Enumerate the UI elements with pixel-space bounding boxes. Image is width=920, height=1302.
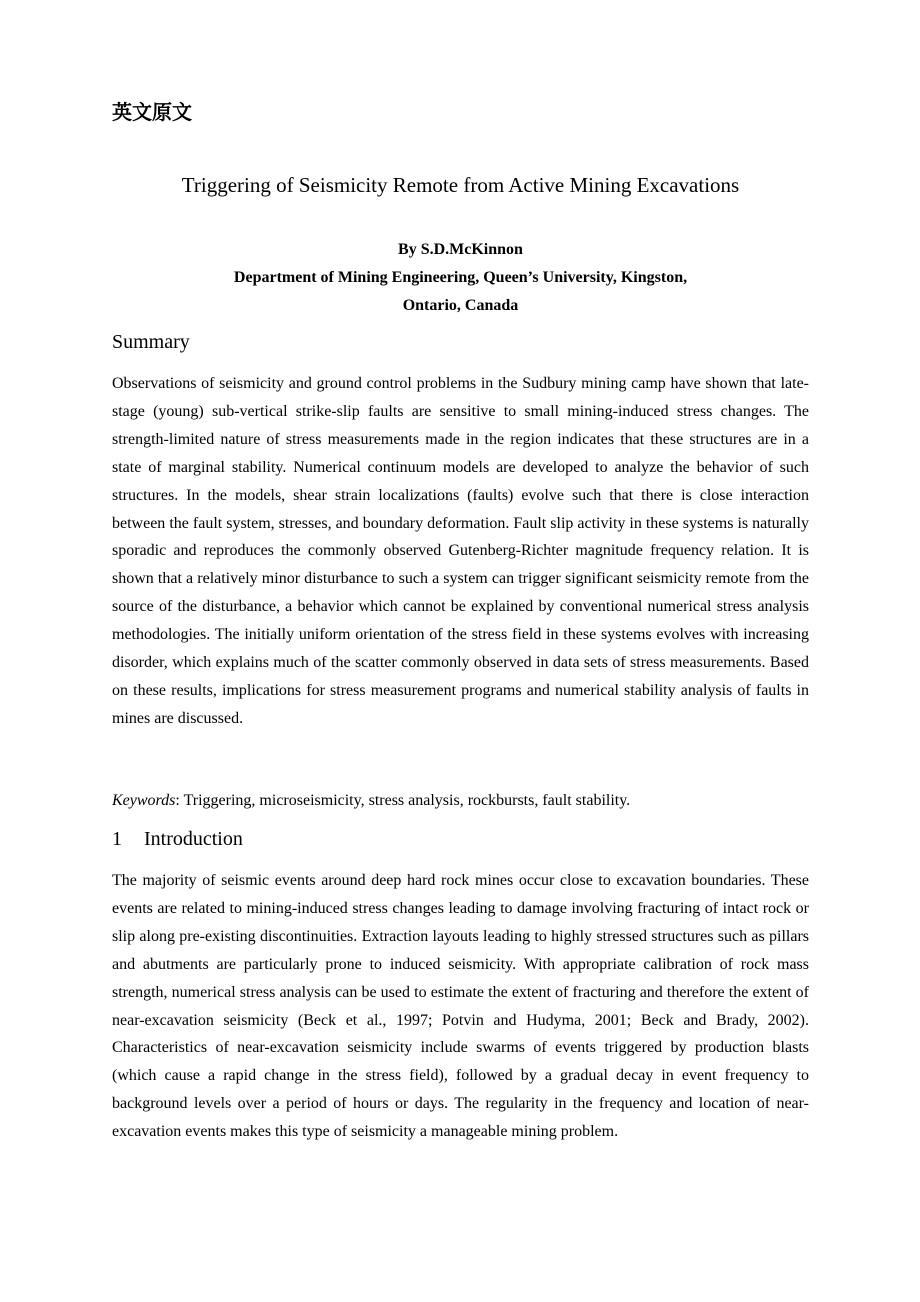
paper-title: Triggering of Seismicity Remote from Active Mining Excavations	[181, 173, 740, 197]
author-line: By S.D.McKinnon	[398, 241, 523, 258]
summary-heading: Summary	[112, 331, 190, 353]
chinese-heading: 英文原文	[112, 100, 192, 124]
keywords-text: : Triggering, microseismicity, stress analysis, rockbursts, fault stability.	[175, 792, 631, 809]
introduction-paragraph: The majority of seismic events around deep hard rock mines occur close to excavation boundaries. These events are related to mining-induced stress changes leading to damage involving fracturing of intact rock or slip along pre-existing discontinuities. Extraction layouts leading to highly stressed structures such as pillars and abutments are particularly prone to induced seismicity. With appropriate calibration of rock mass strength, numerical stress analysis can be used to estimate the extent of fracturing and therefore the extent of near-excavation seismicity (Beck et al., 1997; Potvin and Hudyma, 2001; Beck and Brady, 2002). Characteristics of near-excavation seismicity include swarms of events triggered by production blasts (which cause a rapid change in the stress field), followed by a gradual decay in event frequency to background levels over a period of hours or days. The regularity in the frequency and location of near-excavation events makes this type of seismicity a manageable mining problem.	[112, 872, 809, 1141]
summary-paragraph: Observations of seismicity and ground control problems in the Sudbury mining camp have shown that late-stage (young) sub-vertical strike-slip faults are sensitive to small mining-induced stress changes. The strength-limited nature of stress measurements made in the region indicates that these structures are in a state of marginal stability. Numerical continuum models are developed to analyze the behavior of such structures. In the models, shear strain localizations (faults) evolve such that there is close interaction between the fault system, stresses, and boundary deformation. Fault slip activity in these systems is naturally sporadic and reproduces the commonly observed Gutenberg-Richter magnitude frequency relation. It is shown that a relatively minor disturbance to such a system can trigger significant seismicity remote from the source of the disturbance, a behavior which cannot be explained by conventional numerical stress analysis methodologies. The initially uniform orientation of the stress field in these systems evolves with increasing disorder, which explains much of the scatter commonly observed in data sets of stress measurements. Based on these results, implications for stress measurement programs and numerical stability analysis of faults in mines are discussed.	[112, 375, 809, 727]
affiliation-line-1: Department of Mining Engineering, Queen’s University, Kingston,	[233, 269, 688, 286]
byline	[112, 236, 809, 320]
section-title: Introduction	[144, 828, 243, 850]
introduction-heading	[112, 825, 243, 853]
keywords-line	[112, 787, 809, 815]
keywords-label: Keywords	[112, 792, 176, 809]
section-number: 1	[112, 828, 122, 850]
affiliation-line-2: Ontario, Canada	[402, 297, 519, 314]
